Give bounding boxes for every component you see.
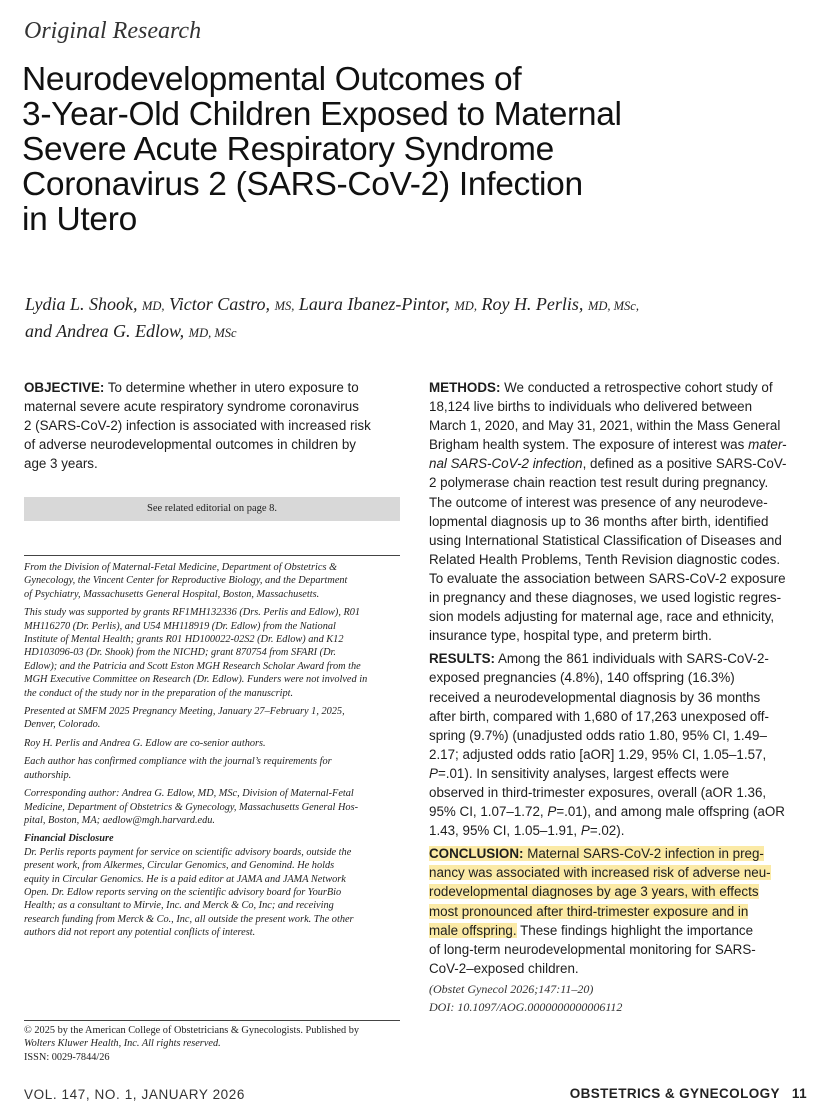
footnote-line: research funding from Merck & Co., Inc, all outside the present work. The other xyxy=(24,913,354,925)
footnote-line: present work, from Alkermes, Circular Genomics, and Genomind. He holds xyxy=(24,860,335,872)
results-line xyxy=(429,764,806,783)
conclusion-label: CONCLUSION: xyxy=(429,846,524,862)
methods-line: The outcome of interest was presence of any neurodeve- xyxy=(429,494,768,510)
abstract-conclusion xyxy=(429,844,806,978)
author-name: Lydia L. Shook, xyxy=(25,294,138,314)
methods-line xyxy=(429,435,806,454)
footnote-line: MGH Executive Committee on Research (Dr. Edlow). Funders were not involved in xyxy=(24,674,368,686)
methods-line: March 1, 2020, and May 31, 2021, within the Mass General xyxy=(429,418,781,434)
footnote-line: authorship. xyxy=(24,769,72,781)
author-degree: MS, xyxy=(274,299,295,313)
citation-block xyxy=(429,980,806,1016)
results-line xyxy=(429,821,806,840)
footnote-line: Open. Dr. Edlow reports serving on the scientific advisory board for YourBio xyxy=(24,886,342,898)
objective-line: of adverse neurodevelopmental outcomes in children by xyxy=(24,437,356,453)
methods-line: lopmental diagnosis up to 36 months after birth, identified xyxy=(429,513,769,529)
p-value-letter: P xyxy=(547,804,557,820)
footnote-line: This study was supported by grants RF1MH132336 (Drs. Perlis and Edlow), R01 xyxy=(24,607,361,619)
copyright-block xyxy=(24,1024,400,1064)
journal-citation: (Obstet Gynecol 2026;147:11–20) xyxy=(429,981,594,996)
footnote-line: From the Division of Maternal-Fetal Medicine, Department of Obstetrics & xyxy=(24,562,338,573)
conclusion-line xyxy=(429,902,806,921)
author-line xyxy=(25,292,815,319)
conclusion-text: These findings highlight the importance xyxy=(516,922,754,938)
footnote-line: Dr. Perlis reports payment for service on scientific advisory boards, outside the xyxy=(24,846,352,858)
results-line: observed in third-trimester exposures, overall (aOR 1.36, xyxy=(429,784,767,800)
methods-line: sion models adjusting for maternal age, race and ethnicity, xyxy=(429,609,775,625)
methods-line: insurance type, hospital type, and preterm birth. xyxy=(429,628,712,644)
author-name: Victor Castro, xyxy=(169,294,271,314)
conclusion-text: Maternal SARS-CoV-2 infection in preg- xyxy=(523,846,764,862)
results-line: after birth, compared with 1,680 of 17,263 unexposed off- xyxy=(429,708,769,724)
footnote-line: Denver, Colorado. xyxy=(24,719,101,731)
affiliation-note xyxy=(24,561,400,601)
objective-label: OBJECTIVE: xyxy=(24,380,105,395)
footnote-line: Edlow); and the Patricia and Scott Eston MGH Research Scholar Award from the xyxy=(24,660,361,672)
author-degree: MD, xyxy=(141,299,165,313)
author-list xyxy=(25,292,815,346)
results-text: =.02). xyxy=(589,823,625,839)
objective-line: maternal severe acute respiratory syndrome coronavirus xyxy=(24,399,359,415)
objective-line: 2 (SARS-CoV-2) infection is associated with increased risk xyxy=(24,418,371,434)
footer-journal xyxy=(570,1086,807,1101)
footnote-line: Roy H. Perlis and Andrea G. Edlow are co-senior authors. xyxy=(24,737,266,749)
footer-volume: VOL. 147, NO. 1, JANUARY 2026 xyxy=(24,1087,246,1102)
conclusion-line xyxy=(429,863,806,882)
methods-text: We conducted a retrospective cohort study of xyxy=(500,380,773,395)
methods-label: METHODS: xyxy=(429,380,501,395)
conclusion-line xyxy=(429,844,806,863)
results-text: =.01). In sensitivity analyses, largest effects were xyxy=(437,765,730,781)
author-name: and Andrea G. Edlow, xyxy=(25,321,185,341)
conclusion-line xyxy=(429,921,806,940)
corresponding-author-note xyxy=(24,787,400,827)
conclusion-line: CoV-2–exposed children. xyxy=(429,960,579,976)
results-line: received a neurodevelopmental diagnosis by 36 months xyxy=(429,689,761,705)
journal-name: OBSTETRICS & GYNECOLOGY xyxy=(569,1086,780,1101)
doi: DOI: 10.1097/AOG.0000000000006112 xyxy=(429,999,623,1014)
copyright-divider xyxy=(24,1020,400,1021)
footnote-line: pital, Boston, MA; aedlow@mgh.harvard.edu. xyxy=(24,814,215,826)
footnote-line: the conduct of the study nor in the preparation of the manuscript. xyxy=(24,687,294,699)
author-name: Roy H. Perlis, xyxy=(481,294,584,314)
title-line: Neurodevelopmental Outcomes of xyxy=(22,61,522,98)
results-line: 2.17; adjusted odds ratio [aOR] 1.29, 95% CI, 1.05–1.57, xyxy=(429,746,767,762)
results-text: Among the 861 individuals with SARS-CoV-2- xyxy=(494,651,769,667)
abstract-methods xyxy=(429,378,806,645)
financial-disclosure-heading: Financial Disclosure xyxy=(24,833,114,845)
methods-line: using International Statistical Classification of Diseases and xyxy=(429,532,782,548)
results-text: 95% CI, 1.07–1.72, xyxy=(429,804,548,820)
highlighted-text: male offspring. xyxy=(429,922,517,938)
abstract-results xyxy=(429,649,806,840)
financial-disclosure xyxy=(24,832,400,939)
title-line: Severe Acute Respiratory Syndrome xyxy=(22,131,554,168)
article-title xyxy=(22,62,812,237)
abstract-right-column xyxy=(429,378,806,1016)
methods-line: 2 polymerase chain reaction test result during pregnancy. xyxy=(429,475,769,491)
results-label: RESULTS: xyxy=(429,651,495,667)
methods-italic: mater- xyxy=(748,437,787,453)
methods-line: in pregnancy and these diagnoses, we used logistic regres- xyxy=(429,590,782,606)
results-text: =.01), and among male offspring (aOR xyxy=(556,804,785,820)
author-degree: MD, MSc xyxy=(188,326,237,340)
methods-text: Brigham health system. The exposure of interest was xyxy=(429,437,749,453)
methods-line: 18,124 live births to individuals who delivered between xyxy=(429,399,753,415)
author-degree: MD, xyxy=(454,299,477,313)
related-editorial-note: See related editorial on page 8. xyxy=(24,497,400,521)
footnote-line: Health; as a consultant to Mirvie, Inc. and Merck & Co, Inc; and receiving xyxy=(24,900,334,912)
methods-italic: nal SARS-CoV-2 infection xyxy=(429,456,583,472)
abstract-objective xyxy=(24,378,400,473)
p-value-letter: P xyxy=(429,765,438,781)
section-label: Original Research xyxy=(24,18,202,44)
title-line: 3-Year-Old Children Exposed to Maternal xyxy=(22,96,622,133)
methods-line xyxy=(429,454,806,473)
highlighted-text: rodevelopmental diagnoses by age 3 years, with effects xyxy=(429,884,759,900)
results-text: 1.43, 95% CI, 1.05–1.91, xyxy=(429,823,581,839)
footnote-divider xyxy=(24,555,400,556)
highlighted-text: nancy was associated with increased risk of adverse neu- xyxy=(429,865,771,881)
footnote-line: equity in Circular Genomics. He is a paid editor at JAMA and JAMA Network xyxy=(24,873,346,885)
results-line: exposed pregnancies (4.8%), 140 offspring (16.3%) xyxy=(429,670,735,686)
objective-line: age 3 years. xyxy=(24,456,98,472)
highlighted-text: most pronounced after third-trimester exposure and in xyxy=(429,903,749,919)
issn: ISSN: 0029-7844/26 xyxy=(24,1051,110,1063)
objective-line xyxy=(24,378,400,397)
cosenior-note xyxy=(24,737,400,750)
title-line: Coronavirus 2 (SARS-CoV-2) Infection xyxy=(22,166,583,203)
p-value-letter: P xyxy=(580,823,590,839)
author-degree: MD, MSc, xyxy=(587,299,639,313)
objective-text: To determine whether in utero exposure to xyxy=(104,380,359,395)
presented-note xyxy=(24,705,400,732)
page-number: 11 xyxy=(791,1086,807,1101)
footnote-line: Institute of Mental Health; grants R01 HD100022-02S2 (Dr. Edlow) and K12 xyxy=(24,634,344,646)
title-line: in Utero xyxy=(22,201,137,238)
footnote-line: Corresponding author: Andrea G. Edlow, MD, MSc, Division of Maternal-Fetal xyxy=(24,788,354,800)
footnote-line: Presented at SMFM 2025 Pregnancy Meeting, January 27–February 1, 2025, xyxy=(24,706,345,718)
footnote-line: MH116270 (Dr. Perlis), and U54 MH118919 (Dr. Edlow) from the National xyxy=(24,620,336,632)
footnote-line: Medicine, Department of Obstetrics & Gynecology, Massachusetts General Hos- xyxy=(24,801,359,813)
highlighted-text xyxy=(429,846,764,861)
footnote-line: HD103096-03 (Dr. Shook) from the NICHD; grant 870754 from SFARI (Dr. xyxy=(24,647,336,659)
compliance-note xyxy=(24,755,400,782)
article-footnotes xyxy=(24,561,400,945)
results-line xyxy=(429,649,806,668)
conclusion-line: of long-term neurodevelopmental monitoring for SARS- xyxy=(429,941,756,957)
copyright-line: © 2025 by the American College of Obstetricians & Gynecologists. Published by xyxy=(24,1025,359,1036)
footnote-line: Each author has confirmed compliance with the journal’s requirements for xyxy=(24,756,332,768)
footnote-line: Gynecology, the Vincent Center for Reproductive Biology, and the Department xyxy=(24,575,348,587)
author-line xyxy=(25,319,815,346)
conclusion-line xyxy=(429,882,806,901)
methods-line xyxy=(429,378,806,397)
results-line: spring (9.7%) (unadjusted odds ratio 1.80, 95% CI, 1.49– xyxy=(429,727,767,743)
results-line xyxy=(429,802,806,821)
funding-note xyxy=(24,606,400,700)
copyright-line: Wolters Kluwer Health, Inc. All rights reserved. xyxy=(24,1038,221,1050)
footnote-line: authors did not report any potential conflicts of interest. xyxy=(24,927,256,939)
methods-line: To evaluate the association between SARS-CoV-2 exposure xyxy=(429,570,786,586)
author-name: Laura Ibanez-Pintor, xyxy=(298,294,450,314)
methods-text: , defined as a positive SARS-CoV- xyxy=(582,456,787,472)
methods-line: Related Health Problems, Tenth Revision diagnostic codes. xyxy=(429,551,781,567)
footnote-line: of Psychiatry, Massachusetts General Hospital, Boston, Massachusetts. xyxy=(24,588,320,600)
